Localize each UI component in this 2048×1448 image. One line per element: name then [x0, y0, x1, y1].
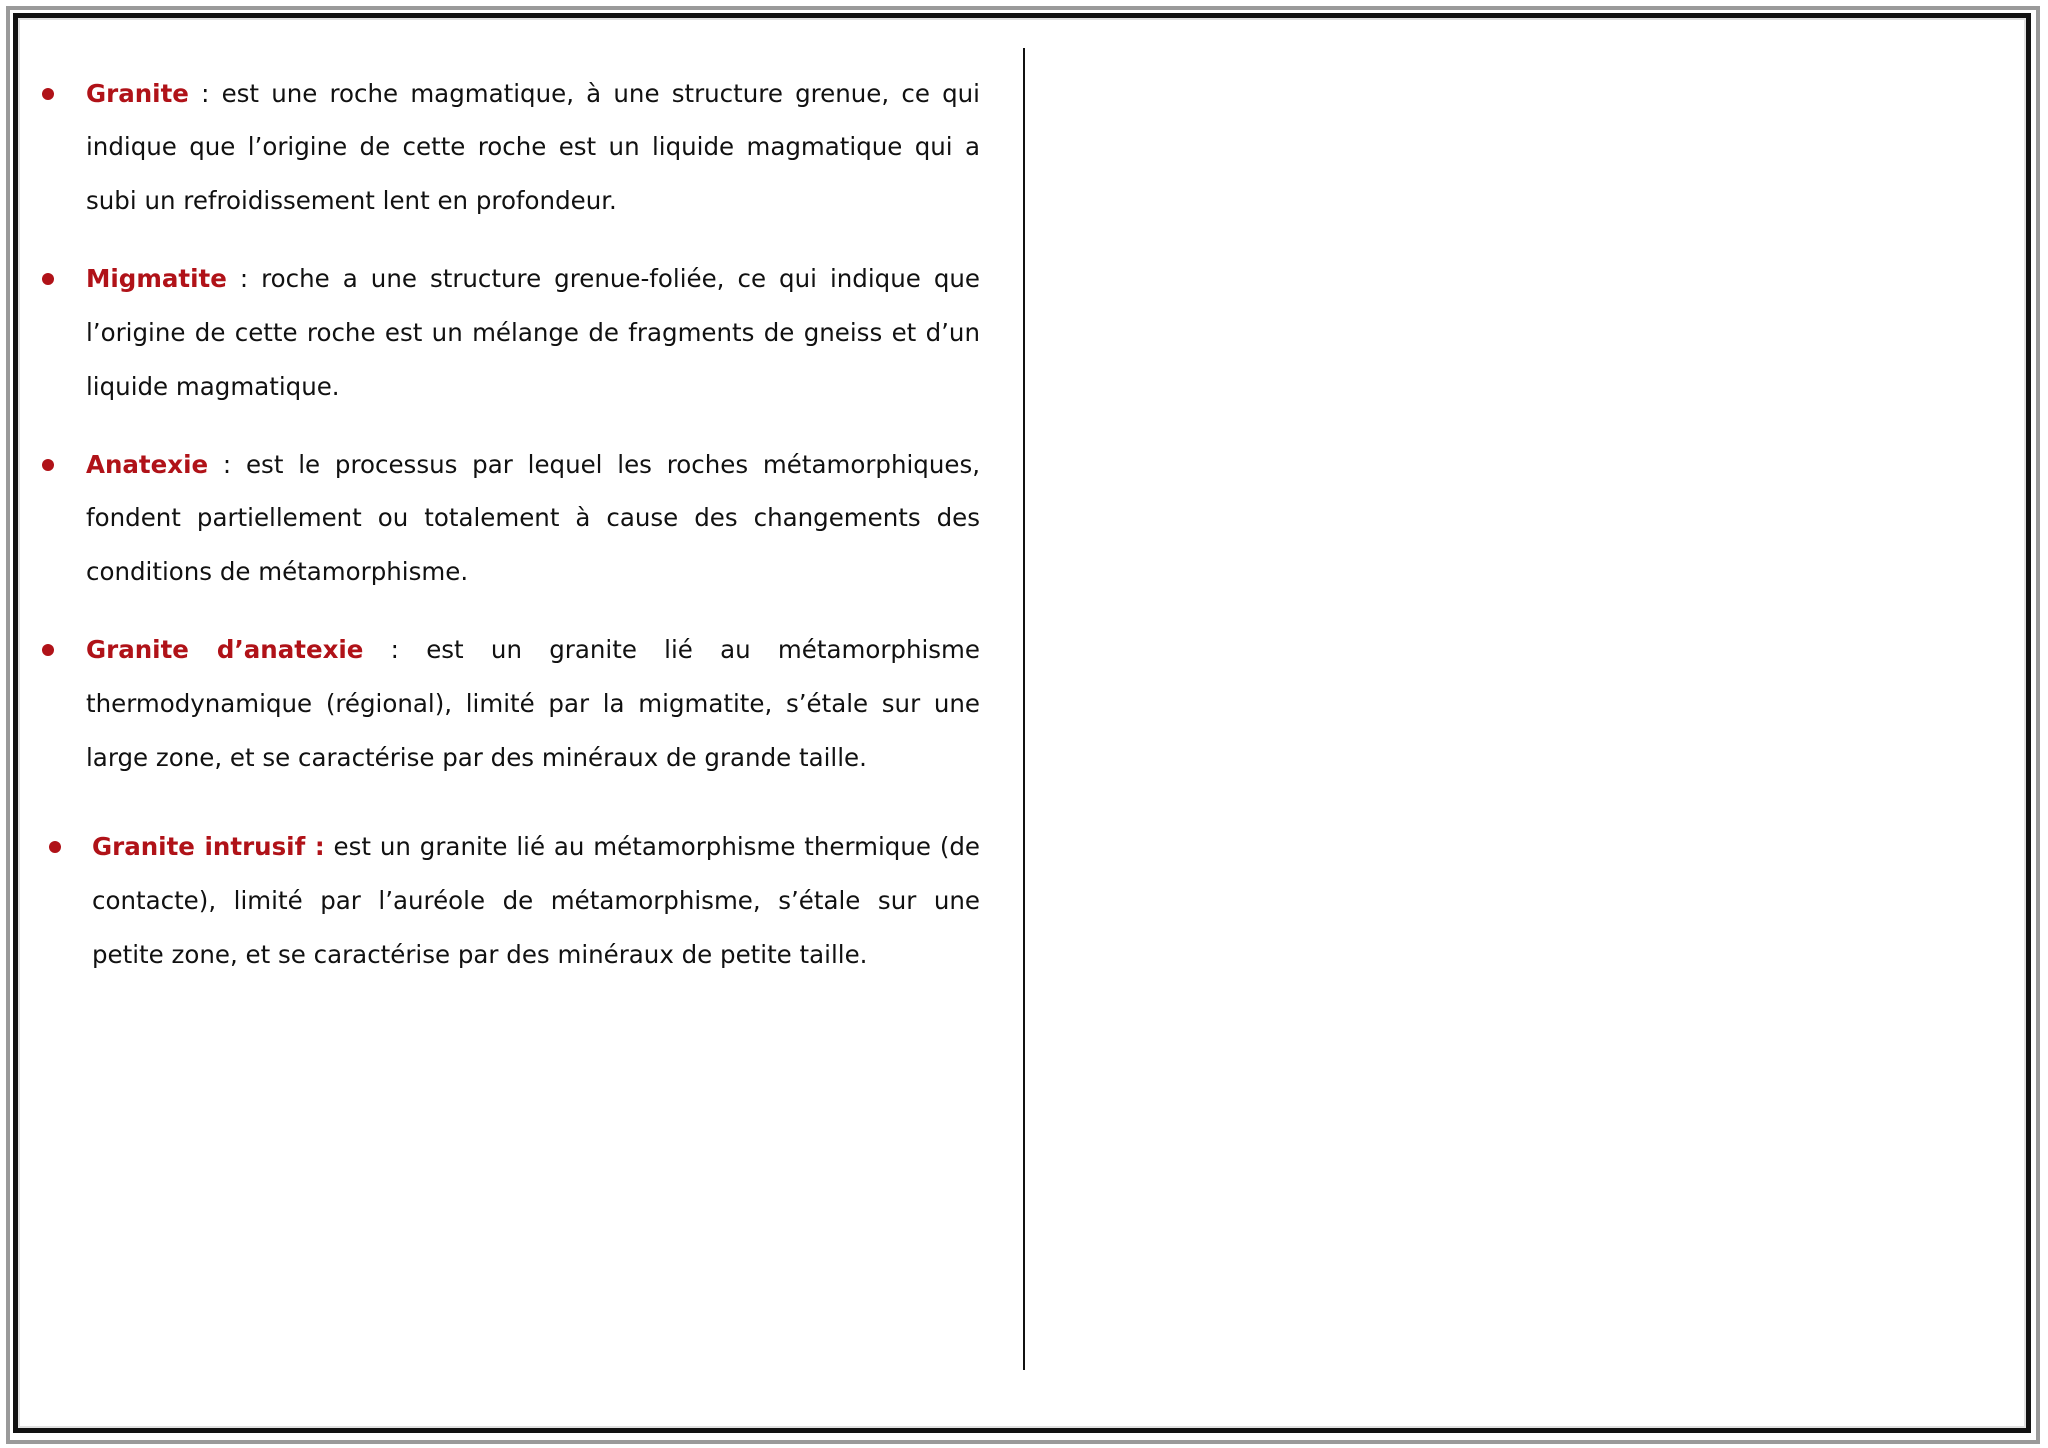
definition-item-granite-intrusif	[40, 820, 980, 981]
definition-separator: :	[363, 635, 427, 665]
bullet-icon	[42, 644, 54, 656]
definition-body: est le processus par lequel les roches métamorphiques, fondent partiellement ou totalement à cause des changements des conditions de métamorphisme.	[86, 449, 980, 587]
definition-body: est un granite lié au métamorphisme thermodynamique (régional), limité par la migmatite, s’étale sur une large zone, et se caractérise par des minéraux de grande taille.	[86, 635, 980, 772]
definition-item-granite	[40, 67, 980, 228]
definition-separator: :	[188, 78, 222, 108]
definition-body: roche a une structure grenue-foliée, ce qui indique que l’origine de cette roche est un mélange de fragments de gneiss et d’un liquide magmatique.	[86, 264, 980, 401]
definition-body: est un granite lié au métamorphisme thermique (de contacte), limité par l’auréole de métamorphisme, s’étale sur une petite zone, et se caractérise par des minéraux de petite taille.	[92, 832, 981, 969]
left-column	[40, 42, 980, 1006]
definition-term: Anatexie	[86, 449, 209, 479]
definition-body: est une roche magmatique, à une structure grenue, ce qui indique que l’origine de cette roche est un liquide magmatique qui a subi un refroidissement lent en profondeur.	[86, 78, 980, 215]
definition-item-anatexie	[40, 438, 980, 599]
definition-text	[92, 820, 980, 981]
bullet-icon	[42, 88, 54, 100]
bullet-icon	[42, 459, 54, 471]
definition-separator: :	[208, 449, 246, 479]
definition-term: Granite	[86, 78, 189, 108]
column-divider	[1023, 48, 1025, 1370]
definition-text	[86, 438, 980, 599]
bullet-icon	[49, 841, 61, 853]
definition-text	[86, 623, 980, 784]
definition-separator	[325, 832, 334, 861]
definition-separator: :	[226, 264, 262, 294]
definition-term: Migmatite	[86, 264, 227, 294]
definition-item-migmatite	[40, 252, 980, 413]
bullet-icon	[42, 273, 54, 285]
definition-text	[86, 67, 980, 228]
definition-term: Granite intrusif :	[92, 832, 325, 862]
definition-term: Granite d’anatexie	[86, 635, 364, 665]
definition-text	[86, 252, 980, 413]
definition-item-granite-anatexie	[40, 623, 980, 784]
